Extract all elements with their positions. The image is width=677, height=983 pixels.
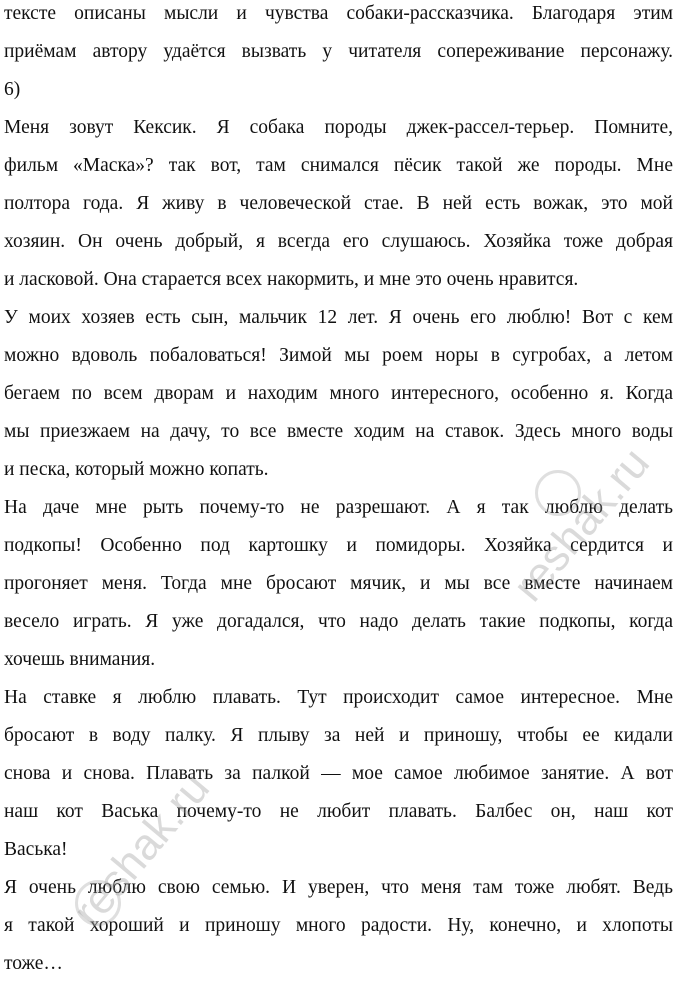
text-line: На ставке я люблю плавать. Тут происходит самое интересное. Мне	[4, 687, 673, 708]
text-line: полтора года. Я живу в человеческой стае. В ней есть вожак, это мой	[4, 193, 673, 214]
text-line: хочешь внимания.	[4, 649, 156, 670]
watermark-logo	[535, 470, 581, 516]
text-line: весело играть. Я уже догадался, что надо делать такие подкопы, когда	[4, 611, 673, 632]
text-line: бросают в воду палку. Я плыву за ней и приношу, чтобы ее кидали	[4, 725, 673, 746]
text-line: подкопы! Особенно под картошку и помидоры. Хозяйка сердится и	[4, 535, 673, 556]
text-line: мы приезжаем на дачу, то все вместе ходим на ставок. Здесь много воды	[4, 421, 673, 442]
text-line: фильм «Маска»? так вот, там снимался пёсик такой же породы. Мне	[4, 155, 673, 176]
text-line: снова и снова. Плавать за палкой — мое самое любимое занятие. А вот	[4, 763, 673, 784]
text-line: тоже…	[4, 953, 63, 974]
text-line: приёмам автору удаётся вызвать у читателя сопереживание персонажу.	[4, 41, 673, 62]
text-line: бегаем по всем дворам и находим много интересного, особенно я. Когда	[4, 383, 673, 404]
text-line: У моих хозяев есть сын, мальчик 12 лет. Я очень его люблю! Вот с кем	[4, 307, 673, 328]
text-line: тексте описаны мысли и чувства собаки-рассказчика. Благодаря этим	[4, 3, 673, 24]
text-line: прогоняет меня. Тогда мне бросают мячик, и мы все вместе начинаем	[4, 573, 673, 594]
text-line: На даче мне рыть почему-то не разрешают. А я так люблю делать	[4, 497, 673, 518]
text-line: можно вдоволь побаловаться! Зимой мы роем норы в сугробах, а летом	[4, 345, 673, 366]
watermark-logo	[75, 880, 121, 926]
text-line: Меня зовут Кексик. Я собака породы джек-рассел-терьер. Помните,	[4, 117, 673, 138]
text-line: Я очень люблю свою семью. И уверен, что меня там тоже любят. Ведь	[4, 877, 673, 898]
text-line: наш кот Васька почему-то не любит плавать. Балбес он, наш кот	[4, 801, 673, 822]
watermark: reshak.ru	[63, 763, 220, 936]
text-line: и ласковой. Она старается всех накормить, и мне это очень нравится.	[4, 269, 579, 290]
text-line: Васька!	[4, 839, 68, 860]
text-line: я такой хороший и приношу много радости. Ну, конечно, и хлопоты	[4, 915, 673, 936]
watermark: reshak.ru	[503, 438, 660, 611]
text-line: и песка, который можно копать.	[4, 459, 269, 480]
text-line: 6)	[4, 79, 21, 100]
text-line: хозяин. Он очень добрый, я всегда его слушаюсь. Хозяйка тоже добрая	[4, 231, 673, 252]
